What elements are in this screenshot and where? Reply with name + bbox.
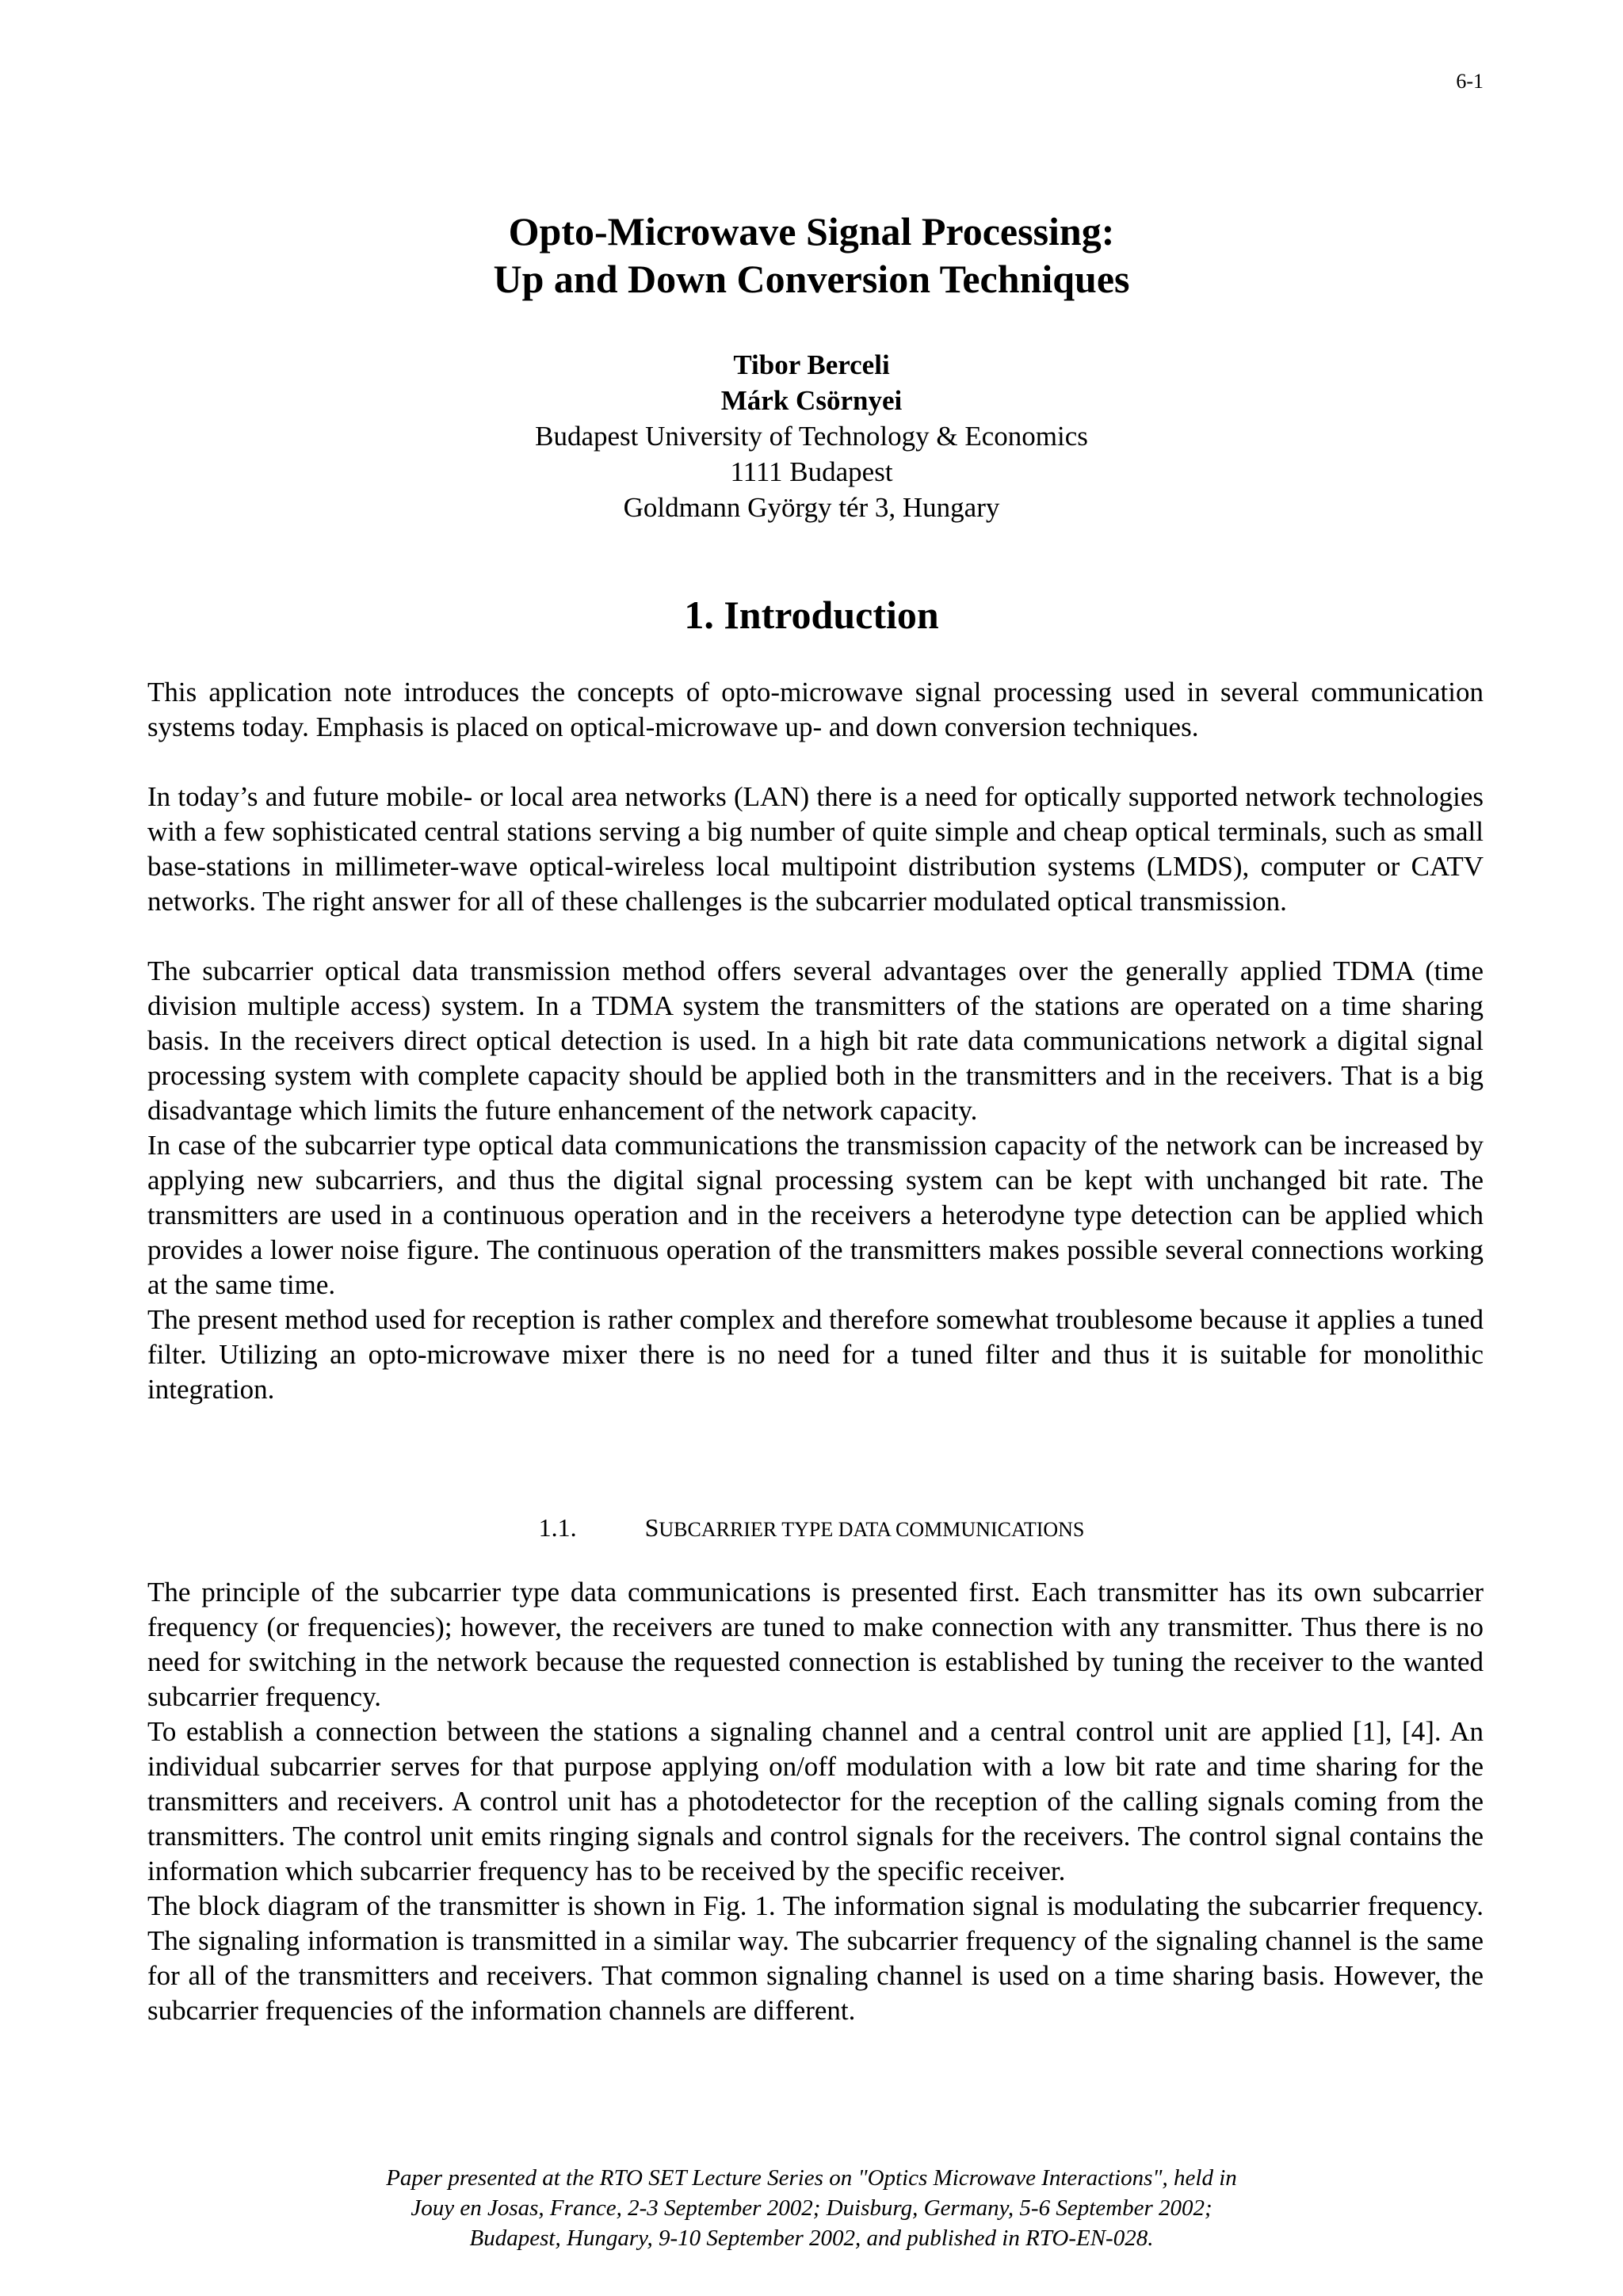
- paragraph: The subcarrier optical data transmission method offers several advantages over the generally applied TDMA (time division multiple access) system. In a TDMA system the transmitters of the stations are operated on a time sharing basis. In the receivers direct optical detection is used. In a high bit rate data communications network a digital signal processing system with complete capacity should be applied both in the transmitters and in the receivers. That is a big disadvantage which limits the future enhancement of the network capacity.: [147, 955, 1484, 1126]
- section-heading: 1. Introduction: [684, 593, 939, 637]
- paragraph: The block diagram of the transmitter is shown in Fig. 1. The information signal is modulating the subcarrier frequency. The signaling information is transmitted in a similar way. The subcarrier frequency of the signaling channel is the same for all of the transmitters and receivers. That common signaling channel is used on a time sharing basis. However, the subcarrier frequencies of the information channels are different.: [147, 1890, 1484, 2026]
- introduction-body: [147, 675, 1484, 1407]
- author-address: Goldmann György tér 3, Hungary: [623, 492, 1000, 523]
- paragraph: The principle of the subcarrier type data communications is presented first. Each transmitter has its own subcarrier frequency (or frequencies); however, the receivers are tuned to make connection with any transmitter. Thus there is no need for switching in the network because the requested connection is established by tuning the receiver to the wanted subcarrier frequency.: [147, 1577, 1484, 1712]
- paper-title: [0, 208, 1623, 303]
- title-line-2: Up and Down Conversion Techniques: [493, 257, 1130, 301]
- title-line-1: Opto-Microwave Signal Processing:: [508, 209, 1115, 254]
- subsection-body: [147, 1575, 1484, 2028]
- subsection-number: 1.1.: [538, 1513, 577, 1542]
- author-name: Tibor Berceli: [733, 349, 890, 380]
- subsection-title-initial: S: [644, 1513, 659, 1542]
- author-name: Márk Csörnyei: [720, 385, 903, 416]
- paragraph: To establish a connection between the stations a signaling channel and a central control unit are applied [1], [4]. An individual subcarrier serves for that purpose applying on/off modulation with a low bit rate and time sharing for the transmitters and receivers. A control unit has a photodetector for the reception of the calling signals coming from the transmitters. The control unit emits ringing signals and control signals for the receivers. The control signal contains the information which subcarrier frequency has to be received by the specific receiver.: [147, 1716, 1484, 1886]
- footer-line: Paper presented at the RTO SET Lecture Series on "Optics Microwave Interactions", held in: [386, 2165, 1237, 2191]
- subsection-heading: [0, 1510, 1623, 1547]
- page-number: 6-1: [1456, 70, 1484, 93]
- paragraph: The present method used for reception is rather complex and therefore somewhat troublesome because it applies a tuned filter. Utilizing an opto-microwave mixer there is no need for a tuned filter and thus it is suitable for monolithic integration.: [147, 1304, 1484, 1405]
- author-address: 1111 Budapest: [730, 456, 893, 487]
- author-affiliation: Budapest University of Technology & Economics: [535, 421, 1088, 452]
- footer-line: Jouy en Josas, France, 2-3 September 2002; Duisburg, Germany, 5-6 September 2002;: [411, 2195, 1212, 2221]
- footer-note: [0, 2163, 1623, 2253]
- subsection-title: UBCARRIER TYPE DATA COMMUNICATIONS: [659, 1518, 1085, 1541]
- paragraph: This application note introduces the concepts of opto-microwave signal processing used in several communication systems today. Emphasis is placed on optical-microwave up- and down conversion techniques.: [147, 677, 1484, 742]
- paragraph: In case of the subcarrier type optical data communications the transmission capacity of the network can be increased by applying new subcarriers, and thus the digital signal processing system can be kept with unchanged bit rate. The transmitters are used in a continuous operation and in the receivers a heterodyne type detection can be applied which provides a lower noise figure. The continuous operation of the transmitters makes possible several connections working at the same time.: [147, 1130, 1484, 1300]
- author-block: [0, 347, 1623, 525]
- paragraph: In today’s and future mobile- or local area networks (LAN) there is a need for optically supported network technologies with a few sophisticated central stations serving a big number of quite simple and cheap optical terminals, such as small base-stations in millimeter-wave optical-wireless local multipoint distribution systems (LMDS), computer or CATV networks. The right answer for all of these challenges is the subcarrier modulated optical transmission.: [147, 781, 1484, 917]
- footer-line: Budapest, Hungary, 9-10 September 2002, and published in RTO-EN-028.: [469, 2225, 1154, 2251]
